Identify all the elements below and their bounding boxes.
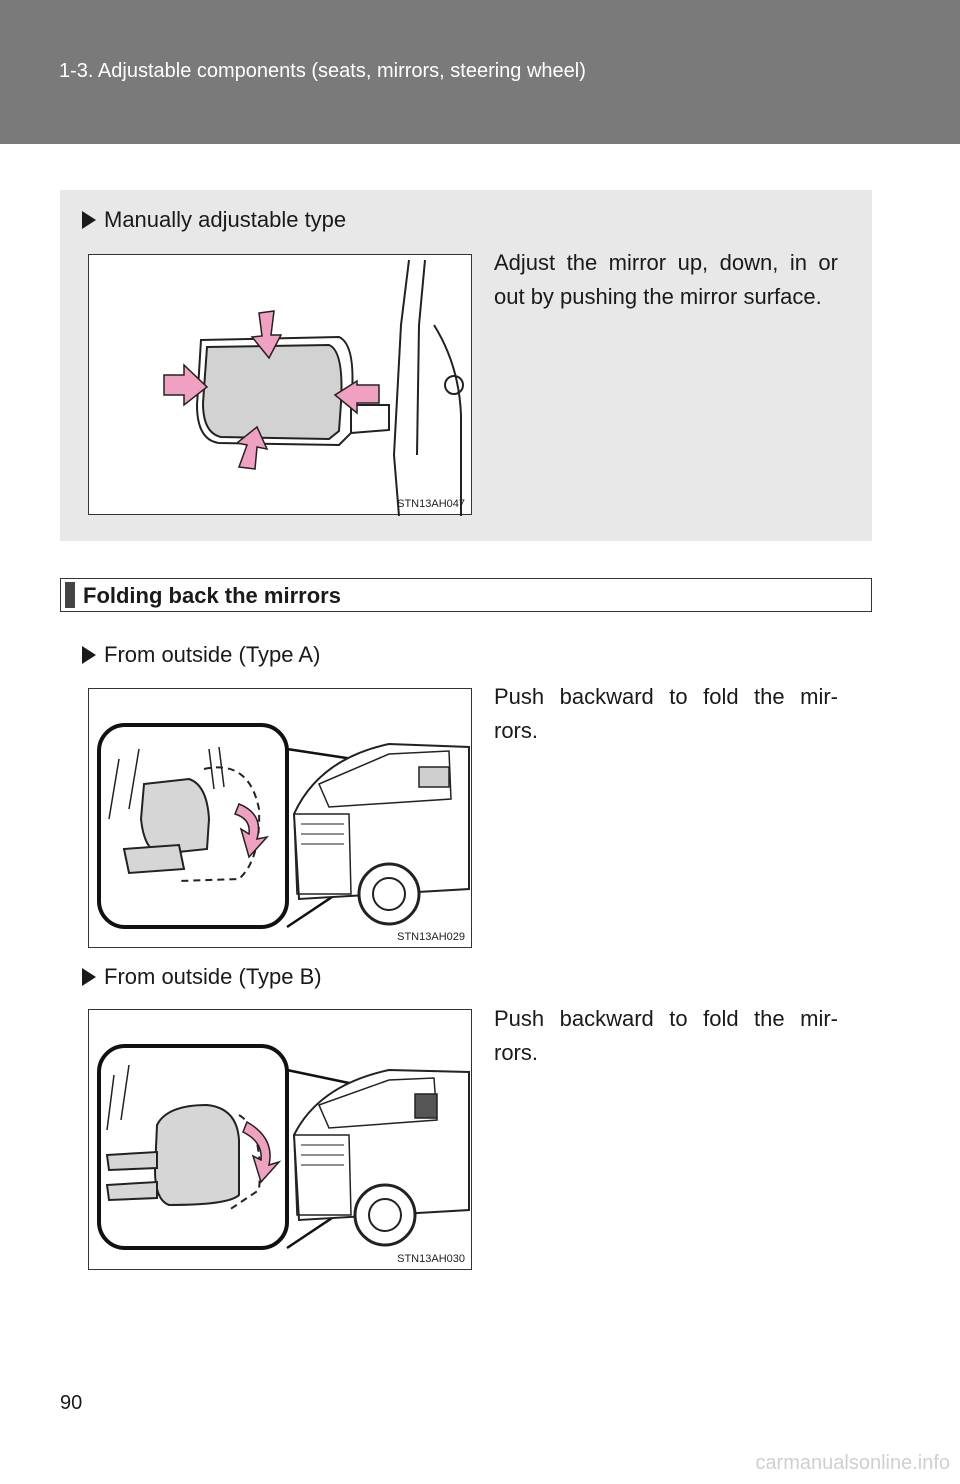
type-b-description: Push backward to fold the mir- rors. [494, 1006, 838, 1065]
type-a-bullet [82, 642, 320, 668]
page-number: 90 [60, 1392, 83, 1414]
bullet-triangle-icon [82, 211, 96, 229]
type-b-label: From outside (Type B) [104, 964, 322, 989]
figure-code: STN13AH029 [397, 931, 465, 943]
mirror-adjust-illustration [89, 255, 473, 516]
chapter-title: 1-3. Adjustable components (seats, mirrors, steering wheel) [59, 60, 586, 82]
heading-bar [65, 582, 75, 608]
figure-code: STN13AH030 [397, 1253, 465, 1265]
mirror-adjust-figure [88, 254, 472, 515]
type-b-bullet [82, 964, 322, 990]
watermark: carmanualsonline.info [755, 1452, 950, 1474]
figure-code: STN13AH047 [397, 498, 465, 510]
manual-type-bullet [82, 207, 346, 233]
type-b-illustration [89, 1010, 473, 1271]
type-a-illustration [89, 689, 473, 949]
manual-type-description: Adjust the mirror up, down, in or out by pushing the mirror surface. [494, 250, 838, 309]
type-a-label: From outside (Type A) [104, 642, 321, 667]
section-heading-text: Folding back the mirrors [83, 583, 341, 608]
bullet-triangle-icon [82, 968, 96, 986]
bullet-triangle-icon [82, 646, 96, 664]
type-b-figure [88, 1009, 472, 1270]
type-a-figure [88, 688, 472, 948]
manual-type-label: Manually adjustable type [104, 207, 347, 232]
page-header [0, 0, 960, 144]
section-heading [60, 578, 872, 612]
type-a-description: Push backward to fold the mir- rors. [494, 684, 838, 743]
